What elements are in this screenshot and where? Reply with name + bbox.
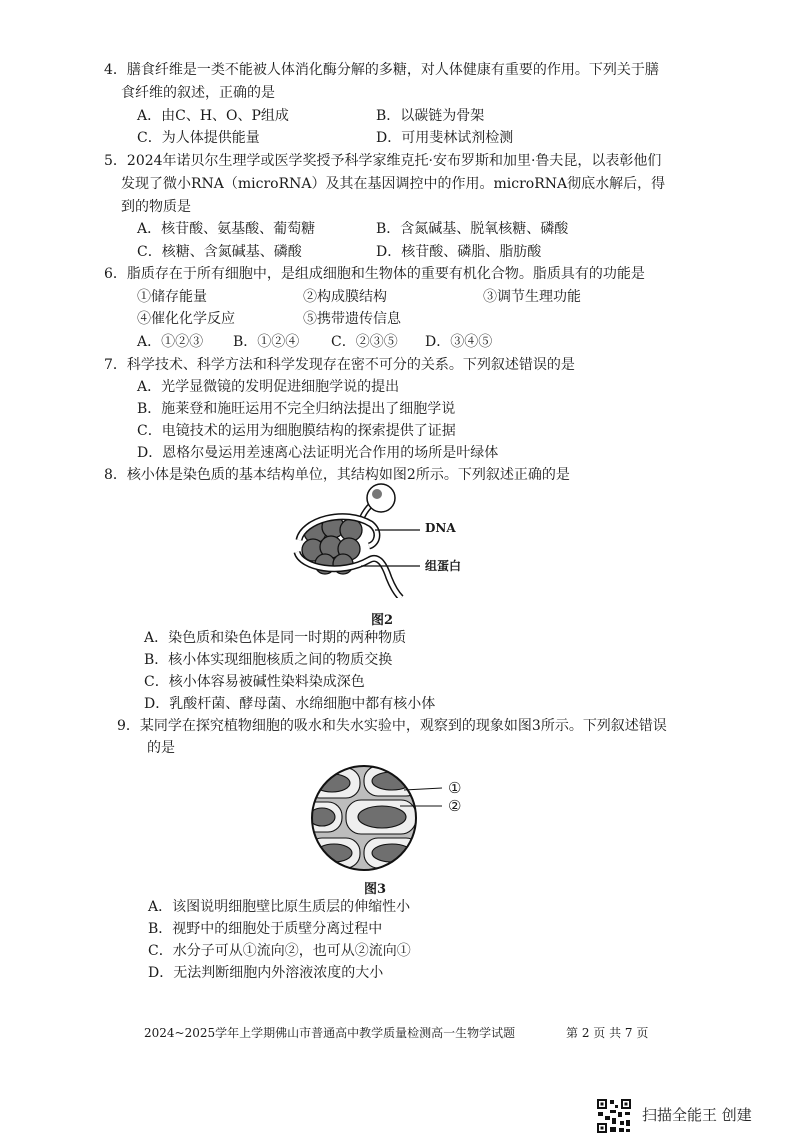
q8-stem: 8．核小体是染色质的基本结构单位，其结构如图2所示。下列叙述正确的是 [104,467,570,483]
q7-option-a: A．光学显微镜的发明促进细胞学说的提出 [137,379,400,395]
qr-code-icon [596,1098,632,1134]
q6-item-2: ②构成膜结构 [303,289,387,305]
q4-option-d: D．可用斐林试剂检测 [376,130,514,146]
q9-option-d: D．无法判断细胞内外溶液浓度的大小 [148,965,384,981]
figure2-caption: 图2 [371,613,394,628]
q8-option-c: C．核小体容易被碱性染料染成深色 [144,674,365,690]
plasmolysis-figure [302,762,492,874]
label-1: ① [448,779,462,797]
figure3-caption: 图3 [364,882,387,897]
q9-option-a: A．该图说明细胞壁比原生质层的伸缩性小 [148,899,411,915]
q8-option-d: D．乳酸杆菌、酵母菌、水绵细胞中都有核小体 [144,696,436,712]
q5-option-a: A．核苷酸、氨基酸、葡萄糖 [137,221,316,237]
q4-option-a: A．由C、H、O、P组成 [137,108,289,124]
q5-option-b: B．含氮碱基、脱氧核糖、磷酸 [376,221,569,237]
q6-option-a: A．①②③ [137,334,204,350]
q6-option-d: D．③④⑤ [425,334,493,350]
nucleosome-figure [285,480,525,598]
dna-label: DNA [425,521,456,535]
q6-option-c: C．②③⑤ [331,334,398,350]
q7-stem: 7．科学技术、科学方法和科学发现存在密不可分的关系。下列叙述错误的是 [104,357,575,373]
q9-stem-line2: 的是 [147,740,175,756]
label-2: ② [448,797,462,815]
q7-option-b: B．施莱登和施旺运用不完全归纳法提出了细胞学说 [137,401,456,417]
scanner-watermark-text: 扫描全能王 创建 [642,1106,752,1124]
q8-option-b: B．核小体实现细胞核质之间的物质交换 [144,652,393,668]
q6-stem: 6．脂质存在于所有细胞中，是组成细胞和生物体的重要有机化合物。脂质具有的功能是 [104,266,645,282]
q9-stem-line1: 9．某同学在探究植物细胞的吸水和失水实验中，观察到的现象如图3所示。下列叙述错误 [117,718,667,734]
q5-stem-line3: 到的物质是 [121,199,191,215]
q4-stem-line1: 4．膳食纤维是一类不能被人体消化酶分解的多糖，对人体健康有重要的作用。下列关于膳 [104,62,659,78]
q5-option-d: D．核苷酸、磷脂、脂肪酸 [376,244,542,260]
q7-option-c: C．电镜技术的运用为细胞膜结构的探索提供了证据 [137,423,456,439]
histone-label: 组蛋白 [425,559,462,573]
q5-option-c: C．核糖、含氮碱基、磷酸 [137,244,302,260]
q6-item-4: ④催化化学反应 [137,311,235,327]
q5-stem-line1: 5．2024年诺贝尔生理学或医学奖授予科学家维克托·安布罗斯和加里·鲁夫昆，以表彰他们 [104,153,662,169]
footer-page-number: 第 2 页 共 7 页 [566,1026,649,1040]
q6-item-3: ③调节生理功能 [483,289,581,305]
q6-item-1: ①储存能量 [137,289,207,305]
q5-stem-line2: 发现了微小RNA（microRNA）及其在基因调控中的作用。microRNA彻底水解后，得 [121,176,666,192]
q9-option-b: B．视野中的细胞处于质壁分离过程中 [148,921,383,937]
footer-title: 2024~2025学年上学期佛山市普通高中教学质量检测高一生物学试题 [144,1026,516,1040]
q4-option-c: C．为人体提供能量 [137,130,260,146]
q8-option-a: A．染色质和染色体是同一时期的两种物质 [144,630,407,646]
q7-option-d: D．恩格尔曼运用差速离心法证明光合作用的场所是叶绿体 [137,445,499,461]
q4-stem-line2: 食纤维的叙述，正确的是 [121,85,275,101]
q6-item-5: ⑤携带遗传信息 [303,311,401,327]
q6-option-b: B．①②④ [233,334,300,350]
q9-option-c: C．水分子可从①流向②，也可从②流向① [148,943,411,959]
q4-option-b: B．以碳链为骨架 [376,108,485,124]
